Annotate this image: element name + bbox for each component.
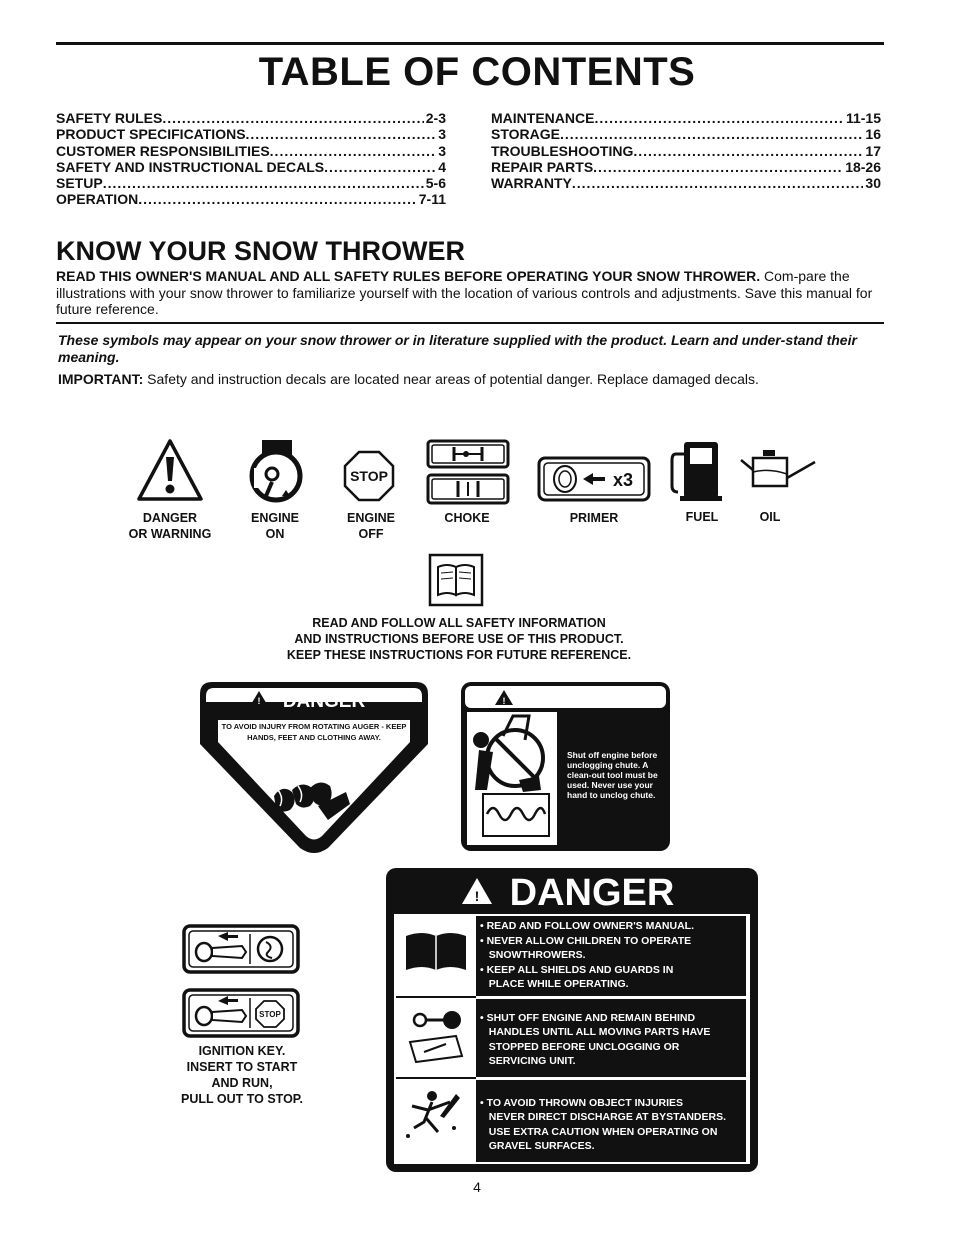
svg-text:DANGER: DANGER [509,872,675,914]
toc-entry[interactable]: SETUP ..... 5-6 [56,175,446,191]
svg-text:used. Never use your: used. Never use your [567,780,653,790]
fuel-label: FUEL [685,510,719,524]
toc-entry[interactable]: REPAIR PARTS ..... 18-26 [491,159,881,175]
page-number: 4 [473,1179,481,1195]
choke-label: CHOKE [444,511,490,525]
svg-text:clean-out tool must be: clean-out tool must be [567,770,658,780]
ignition-stop-decal [182,988,300,1038]
svg-text:STOP: STOP [259,1010,281,1019]
svg-text:USE EXTRA CAUTION WHEN OPERATI: USE EXTRA CAUTION WHEN OPERATING ON [480,1126,718,1138]
book-icon [406,933,466,970]
svg-text:STOPPED BEFORE UNCLOGGING OR: STOPPED BEFORE UNCLOGGING OR [480,1041,680,1053]
svg-text:HANDS, FEET AND CLOTHING AWAY.: HANDS, FEET AND CLOTHING AWAY. [247,733,381,742]
section-heading: KNOW YOUR SNOW THROWER [56,236,465,266]
svg-text:DANGER: DANGER [536,690,620,711]
symbols-note: These symbols may appear on your snow thrower or in literature supplied with the product. Learn and under-stand their meaning. [58,332,857,365]
auger-danger-decal [198,680,430,854]
svg-text:!: ! [502,696,506,706]
svg-text:hand to unclog chute.: hand to unclog chute. [567,790,656,800]
section-rule [56,322,884,324]
read-instructions-note: READ AND FOLLOW ALL SAFETY INFORMATION AND INSTRUCTIONS BEFORE USE OF THIS PRODUCT. KEEP THESE INSTRUCTIONS FOR FUTURE REFERENCE. [286,616,632,662]
oil-label: OIL [759,510,781,524]
svg-text:• NEVER ALLOW CHILDREN TO OPER: • NEVER ALLOW CHILDREN TO OPERATE [480,935,692,947]
toc-entry[interactable]: PRODUCT SPECIFICATIONS ..... 3 [56,126,446,142]
toc-entry[interactable]: WARRANTY ..... 30 [491,175,881,191]
choke-icon [426,439,510,505]
svg-text:unclogging chute. A: unclogging chute. A [567,760,649,770]
svg-text:SERVICING UNIT.: SERVICING UNIT. [480,1055,576,1067]
svg-text:• KEEP ALL SHIELDS AND GUARDS: • KEEP ALL SHIELDS AND GUARDS IN [480,964,674,976]
toc-entry[interactable]: CUSTOMER RESPONSIBILITIES ..... 3 [56,143,446,159]
engine-on-icon [246,438,306,504]
chute-danger-decal [459,680,672,853]
manual-book-icon [428,553,484,607]
toc-entry[interactable]: TROUBLESHOOTING ..... 17 [491,143,881,159]
svg-text:DANGER: DANGER [282,691,366,712]
svg-text:TO AVOID INJURY FROM ROTATING: TO AVOID INJURY FROM ROTATING AUGER - KEEP [221,722,407,731]
toc-left-column [56,110,446,208]
main-danger-decal [384,866,760,1174]
toc-title: TABLE OF CONTENTS [258,50,696,94]
stop-sign-icon [343,450,395,502]
svg-text:!: ! [474,888,480,904]
toc-right-column [491,110,881,191]
toc-entry[interactable]: MAINTENANCE ..... 11-15 [491,110,881,126]
toc-entry[interactable]: STORAGE ..... 16 [491,126,881,142]
ignition-key-note: IGNITION KEY. INSERT TO START AND RUN, PULL OUT TO STOP. [180,1044,303,1106]
toc-entry[interactable]: SAFETY RULES ..... 2-3 [56,110,446,126]
svg-text:Shut off engine before: Shut off engine before [567,750,658,760]
engine-on-label: ENGINE ON [251,511,299,541]
danger-label: DANGER OR WARNING [128,511,212,541]
important-note: IMPORTANT: Safety and instruction decals are located near areas of potential danger. Replace damaged decals. [58,371,759,387]
svg-text:HANDLES UNTIL ALL MOVING PARTS: HANDLES UNTIL ALL MOVING PARTS HAVE [480,1026,711,1038]
engine-off-label: ENGINE OFF [347,511,395,541]
primer-label: PRIMER [569,511,619,525]
toc-entry[interactable]: OPERATION ..... 7-11 [56,191,446,207]
svg-text:• READ AND FOLLOW OWNER'S MANU: • READ AND FOLLOW OWNER'S MANUAL. [480,920,695,932]
svg-text:!: ! [257,696,261,706]
intro-paragraph: READ THIS OWNER'S MANUAL AND ALL SAFETY RULES BEFORE OPERATING YOUR SNOW THROWER. Com-pare the illustrations with your snow thrower to familiarize yourself with the location of various controls and adjustments. Save this manual for future reference. [56,268,873,317]
svg-text:STOP: STOP [350,468,388,484]
toc-entry[interactable]: SAFETY AND INSTRUCTIONAL DECALS ..... 4 [56,159,446,175]
svg-text:• SHUT OFF ENGINE AND REMAIN B: • SHUT OFF ENGINE AND REMAIN BEHIND [480,1012,696,1024]
primer-icon [537,456,651,502]
oil-can-icon [739,448,819,490]
top-rule [56,42,884,45]
svg-text:SNOWTHROWERS.: SNOWTHROWERS. [480,949,586,961]
svg-text:NEVER DIRECT DISCHARGE AT BYST: NEVER DIRECT DISCHARGE AT BYSTANDERS. [480,1111,726,1123]
svg-text:x3: x3 [612,470,634,490]
svg-text:PLACE WHILE OPERATING.: PLACE WHILE OPERATING. [480,978,629,990]
warning-triangle-icon [136,437,204,503]
ignition-start-decal [182,924,300,974]
svg-text:• TO AVOID THROWN OBJECT INJUR: • TO AVOID THROWN OBJECT INJURIES [480,1097,683,1109]
svg-text:GRAVEL SURFACES.: GRAVEL SURFACES. [480,1140,595,1152]
fuel-pump-icon [668,440,722,502]
